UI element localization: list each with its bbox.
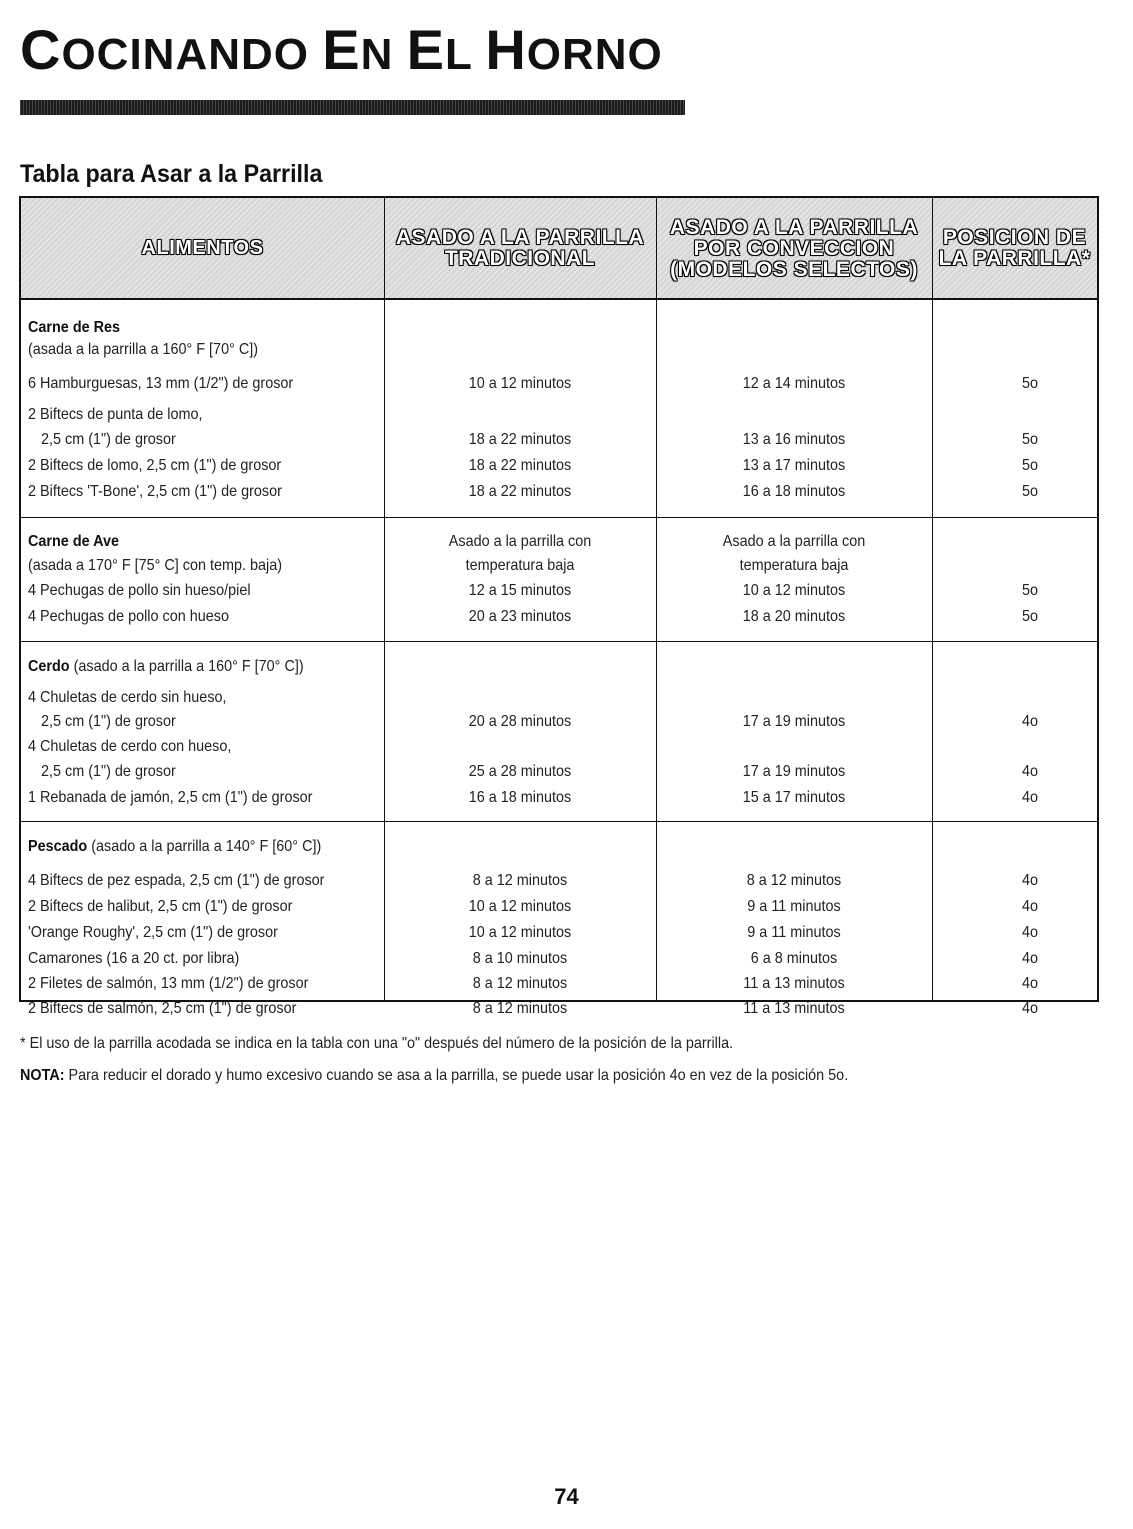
position-cell: 4o bbox=[1021, 1000, 1039, 1017]
nota-text: Para reducir el dorado y humo excesivo cuando se asa a la parrilla, se puede usar la posición 4o en vez de la posición 5o. bbox=[64, 1067, 849, 1084]
food-cell: 6 Hamburguesas, 13 mm (1/2") de grosor bbox=[28, 375, 294, 392]
time-cell: 8 a 12 minutos bbox=[746, 872, 842, 889]
time-cell: 16 a 18 minutos bbox=[468, 789, 572, 806]
time-cell: 18 a 22 minutos bbox=[468, 483, 572, 500]
food-cell: 'Orange Roughy', 2,5 cm (1") de grosor bbox=[28, 924, 278, 941]
position-cell: 4o bbox=[1021, 713, 1039, 730]
time-cell: 8 a 12 minutos bbox=[472, 975, 568, 992]
food-cell: 1 Rebanada de jamón, 2,5 cm (1") de grosor bbox=[28, 789, 313, 806]
section-divider bbox=[21, 517, 1097, 518]
position-cell: 5o bbox=[1021, 375, 1039, 392]
position-cell: 4o bbox=[1021, 924, 1039, 941]
food-cell: 4 Chuletas de cerdo con hueso, bbox=[28, 738, 232, 755]
time-cell: 18 a 22 minutos bbox=[468, 431, 572, 448]
time-cell: 11 a 13 minutos bbox=[743, 975, 845, 992]
time-cell: 9 a 11 minutos bbox=[747, 898, 841, 915]
time-note: Asado a la parrilla con bbox=[722, 533, 866, 550]
position-cell: 5o bbox=[1021, 457, 1039, 474]
time-cell: 10 a 12 minutos bbox=[468, 375, 572, 392]
asterisk-footnote: * El uso de la parrilla acodada se indica en la tabla con una "o" después del número de la posición de la parrilla. bbox=[20, 1035, 734, 1052]
time-cell: 20 a 28 minutos bbox=[468, 713, 572, 730]
section-note-cerdo: (asado a la parrilla a 160° F [70° C]) bbox=[69, 658, 304, 675]
food-cell: Camarones (16 a 20 ct. por libra) bbox=[28, 950, 240, 967]
section-note-ave: (asada a 170° F [75° C] con temp. baja) bbox=[28, 557, 283, 574]
food-cell: 4 Pechugas de pollo con hueso bbox=[28, 608, 229, 625]
time-cell: 15 a 17 minutos bbox=[742, 789, 846, 806]
time-cell: 9 a 11 minutos bbox=[747, 924, 841, 941]
position-cell: 4o bbox=[1021, 872, 1039, 889]
time-cell: 25 a 28 minutos bbox=[468, 763, 572, 780]
section-note-res: (asada a la parrilla a 160° F [70° C]) bbox=[28, 341, 259, 358]
header-posicion bbox=[932, 198, 1097, 298]
position-cell: 5o bbox=[1021, 431, 1039, 448]
time-cell: 17 a 19 minutos bbox=[742, 763, 846, 780]
food-cell: 4 Biftecs de pez espada, 2,5 cm (1") de grosor bbox=[28, 872, 325, 889]
section-heading-cerdo-label: Cerdo bbox=[28, 658, 70, 675]
position-cell: 4o bbox=[1021, 950, 1039, 967]
time-cell: 11 a 13 minutos bbox=[743, 1000, 845, 1017]
nota-label: NOTA: bbox=[20, 1067, 65, 1084]
section-heading-ave: Carne de Ave bbox=[28, 533, 119, 550]
food-cell: 2,5 cm (1") de grosor bbox=[41, 431, 176, 448]
time-note: temperatura baja bbox=[465, 557, 575, 574]
time-cell: 8 a 12 minutos bbox=[472, 872, 568, 889]
column-divider bbox=[932, 198, 933, 1000]
column-divider bbox=[656, 198, 657, 1000]
time-cell: 10 a 12 minutos bbox=[742, 582, 846, 599]
header-tradicional-line2: TRADICIONAL bbox=[444, 247, 596, 270]
food-cell: 2 Biftecs de lomo, 2,5 cm (1") de grosor bbox=[28, 457, 282, 474]
title-rule bbox=[20, 100, 685, 115]
time-cell: 10 a 12 minutos bbox=[468, 924, 572, 941]
position-cell: 4o bbox=[1021, 975, 1039, 992]
time-cell: 13 a 16 minutos bbox=[742, 431, 846, 448]
position-cell: 4o bbox=[1021, 789, 1039, 806]
time-cell: 6 a 8 minutos bbox=[750, 950, 838, 967]
header-posicion-line1: POSICION DE bbox=[942, 226, 1087, 249]
time-cell: 17 a 19 minutos bbox=[742, 713, 846, 730]
section-heading-cerdo bbox=[28, 658, 304, 676]
time-cell: 13 a 17 minutos bbox=[742, 457, 846, 474]
position-cell: 5o bbox=[1021, 582, 1039, 599]
header-tradicional bbox=[384, 198, 656, 298]
food-cell: 4 Chuletas de cerdo sin hueso, bbox=[28, 689, 227, 706]
time-cell: 12 a 15 minutos bbox=[468, 582, 572, 599]
food-cell: 2 Filetes de salmón, 13 mm (1/2") de grosor bbox=[28, 975, 309, 992]
position-cell: 5o bbox=[1021, 608, 1039, 625]
food-cell: 2 Biftecs de salmón, 2,5 cm (1") de grosor bbox=[28, 1000, 297, 1017]
position-cell: 4o bbox=[1021, 898, 1039, 915]
section-divider bbox=[21, 821, 1097, 822]
header-conveccion-line1: ASADO A LA PARRILLA bbox=[669, 215, 919, 239]
time-cell: 20 a 23 minutos bbox=[468, 608, 572, 625]
time-cell: 18 a 22 minutos bbox=[468, 457, 572, 474]
section-heading-res: Carne de Res bbox=[28, 319, 121, 336]
grilling-table bbox=[19, 196, 1099, 1017]
time-cell: 18 a 20 minutos bbox=[742, 608, 846, 625]
nota-footnote bbox=[20, 1067, 848, 1085]
food-cell: 4 Pechugas de pollo sin hueso/piel bbox=[28, 582, 251, 599]
time-cell: 12 a 14 minutos bbox=[742, 375, 846, 392]
section-heading-pescado-label: Pescado bbox=[28, 838, 88, 855]
header-alimentos-label: ALIMENTOS bbox=[141, 236, 264, 259]
food-cell: 2 Biftecs de halibut, 2,5 cm (1") de grosor bbox=[28, 898, 293, 915]
section-heading-pescado bbox=[28, 838, 321, 856]
time-cell: 16 a 18 minutos bbox=[742, 483, 846, 500]
header-conveccion bbox=[656, 198, 932, 298]
header-conveccion-line2: POR CONVECCION bbox=[693, 236, 895, 260]
food-cell: 2,5 cm (1") de grosor bbox=[41, 763, 176, 780]
time-cell: 8 a 10 minutos bbox=[472, 950, 568, 967]
header-tradicional-line1: ASADO A LA PARRILLA bbox=[395, 226, 645, 249]
section-note-pescado: (asado a la parrilla a 140° F [60° C]) bbox=[87, 838, 322, 855]
table-subtitle: Tabla para Asar a la Parrilla bbox=[20, 160, 323, 188]
food-cell: 2,5 cm (1") de grosor bbox=[41, 713, 176, 730]
page-title: COCINANDO EN EL HORNO bbox=[20, 18, 663, 81]
food-cell: 2 Biftecs de punta de lomo, bbox=[28, 406, 203, 423]
header-conveccion-line3: (MODELOS SELECTOS) bbox=[670, 257, 918, 281]
position-cell: 4o bbox=[1021, 763, 1039, 780]
header-posicion-line2: LA PARRILLA* bbox=[938, 247, 1091, 270]
time-note: Asado a la parrilla con bbox=[448, 533, 592, 550]
header-alimentos bbox=[21, 198, 384, 298]
section-divider bbox=[21, 641, 1097, 642]
table-header bbox=[21, 198, 1097, 300]
position-cell: 5o bbox=[1021, 483, 1039, 500]
time-cell: 8 a 12 minutos bbox=[472, 1000, 568, 1017]
food-cell: 2 Biftecs 'T-Bone', 2,5 cm (1") de grosor bbox=[28, 483, 282, 500]
time-note: temperatura baja bbox=[739, 557, 849, 574]
column-divider bbox=[384, 198, 385, 1000]
time-cell: 10 a 12 minutos bbox=[468, 898, 572, 915]
page-number: 74 bbox=[554, 1484, 579, 1509]
